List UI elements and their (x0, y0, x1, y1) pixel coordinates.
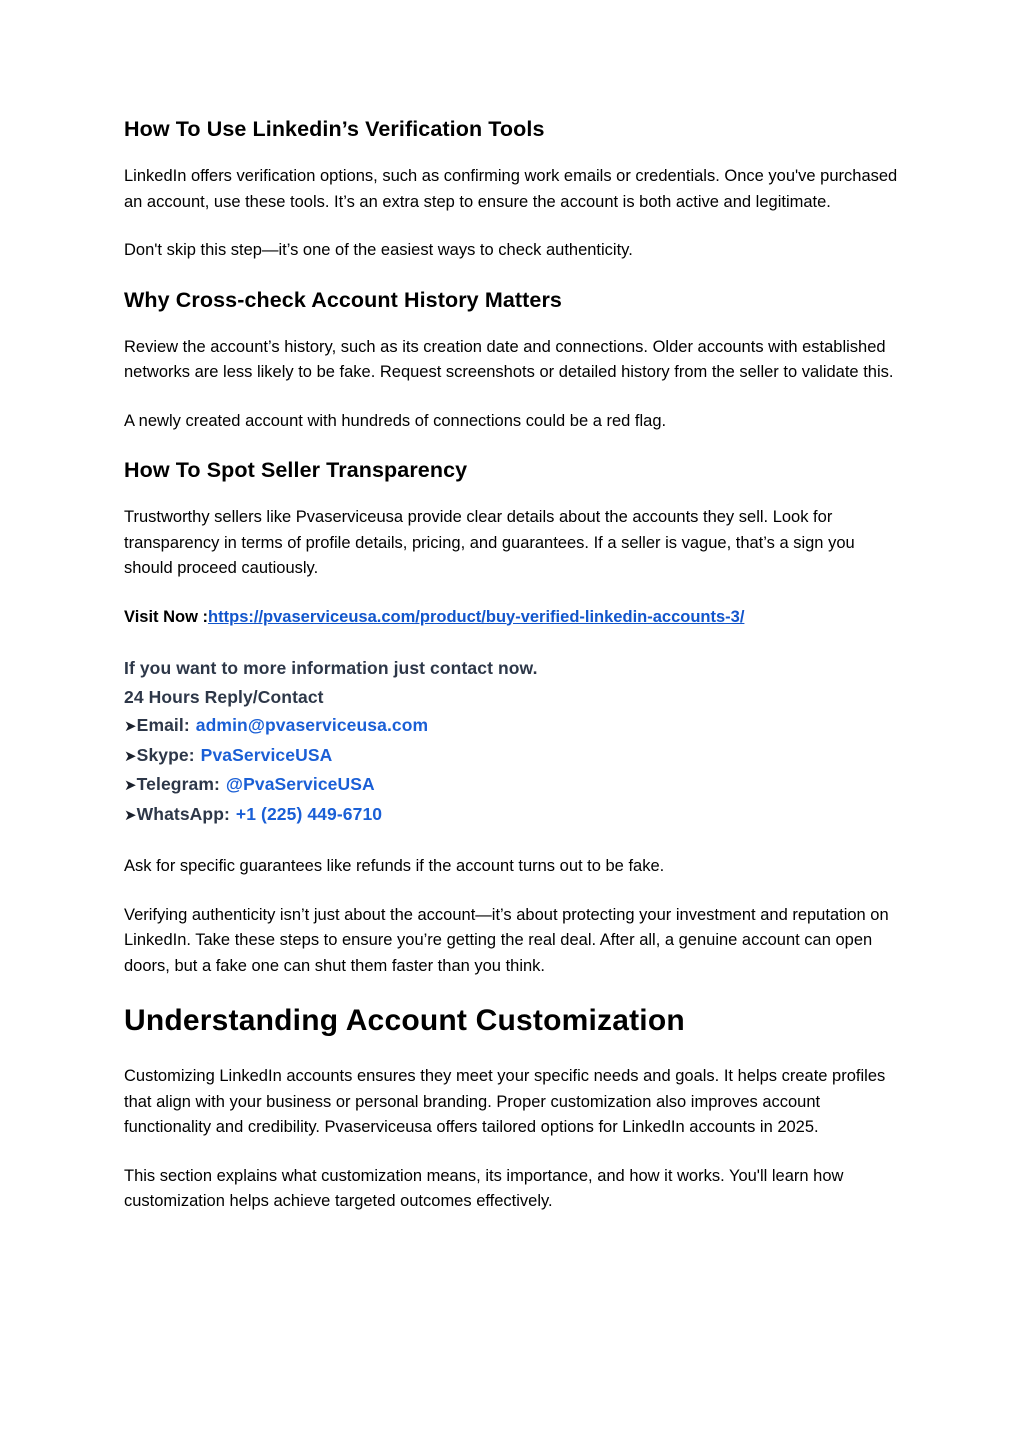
paragraph-customization-2: This section explains what customization means, its importance, and how it works. You'll learn how customization helps achieve targeted outcomes effectively. (124, 1166, 844, 1210)
paragraph-verification-2: Don't skip this step—it’s one of the easiest ways to check authenticity. (124, 241, 633, 259)
paragraph-transparency-1: Trustworthy sellers like Pvaserviceusa provide clear details about the accounts they sell. Look for transparency in terms of profile details, pricing, and guarantees. If a seller is vague, that’s a sign you should proceed cautiously. (124, 508, 855, 577)
heading-account-history: Why Cross-check Account History Matters (124, 287, 562, 312)
contact-row-skype (124, 741, 902, 771)
contact-label-whatsapp: WhatsApp: (136, 803, 230, 824)
contact-row-telegram (124, 770, 902, 800)
paragraph-verification-1: LinkedIn offers verification options, such as confirming work emails or credentials. Once you've purchased an account, use these tools. It’s an extra step to ensure the account is both active and legitimate. (124, 167, 898, 211)
contact-label-skype: Skype: (136, 744, 195, 765)
arrowhead-icon: ➤ (124, 717, 137, 735)
contact-block (124, 654, 902, 829)
product-page-link[interactable]: https://pvaserviceusa.com/product/buy-verified-linkedin-accounts-3/ (208, 607, 745, 626)
email-link[interactable]: admin@pvaserviceusa.com (195, 715, 429, 735)
heading-verification-tools: How To Use Linkedin’s Verification Tools (124, 117, 545, 141)
arrowhead-icon: ➤ (124, 746, 137, 765)
contact-label-telegram: Telegram: (136, 774, 220, 794)
visit-now-label: Visit Now : (124, 607, 209, 626)
contact-intro: If you want to more information just contact now. (124, 658, 538, 678)
visit-now-line (124, 605, 902, 631)
contact-row-email (124, 711, 902, 741)
arrowhead-icon: ➤ (124, 776, 137, 794)
paragraph-closing: Verifying authenticity isn’t just about the account—it’s about protecting your investment and reputation on LinkedIn. Take these steps to ensure you’re getting the real deal. After all, a genuine account can open doors, but a fake one can shut them faster than you think. (124, 905, 889, 975)
heading-seller-transparency: How To Spot Seller Transparency (124, 458, 468, 482)
telegram-link[interactable]: @PvaServiceUSA (225, 774, 375, 794)
heading-account-customization: Understanding Account Customization (124, 1004, 685, 1037)
contact-hours: 24 Hours Reply/Contact (124, 686, 324, 707)
paragraph-guarantee: Ask for specific guarantees like refunds if the account turns out to be fake. (124, 857, 665, 875)
whatsapp-link[interactable]: +1 (225) 449-6710 (235, 803, 383, 824)
contact-label-email: Email: (136, 715, 190, 735)
arrowhead-icon: ➤ (124, 805, 137, 824)
contact-row-whatsapp (124, 800, 902, 830)
paragraph-customization-1: Customizing LinkedIn accounts ensures they meet your specific needs and goals. It helps create profiles that align with your business or personal branding. Proper customization also improves account functionality and credibility. Pvaserviceusa offers tailored options for LinkedIn accounts in 2025. (124, 1067, 886, 1136)
skype-link[interactable]: PvaServiceUSA (200, 744, 333, 765)
paragraph-history-1: Review the account’s history, such as its creation date and connections. Older accounts with established networks are less likely to be fake. Request screenshots or detailed history from the seller to validate this. (124, 337, 894, 381)
paragraph-history-2: A newly created account with hundreds of connections could be a red flag. (124, 411, 667, 430)
